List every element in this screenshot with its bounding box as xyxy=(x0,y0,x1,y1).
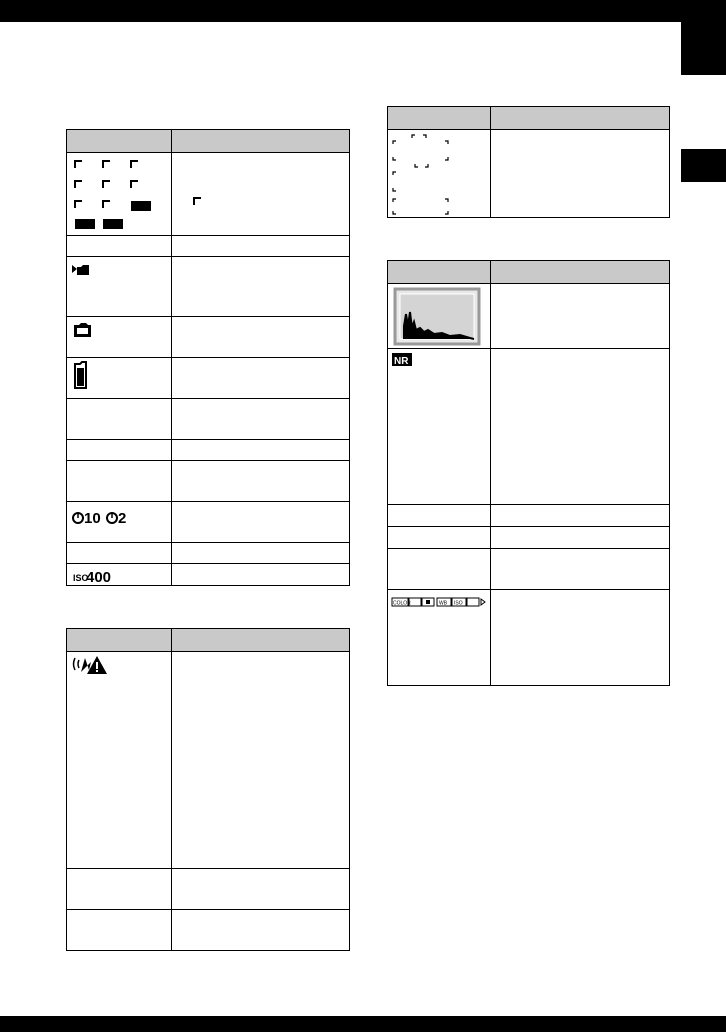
table-row xyxy=(67,869,350,910)
table-row xyxy=(67,461,350,502)
table-row xyxy=(67,399,350,440)
display-table-3 xyxy=(387,106,670,218)
table-row xyxy=(67,440,350,461)
af-range-finder-frame-icon xyxy=(388,130,490,216)
strip-color: COLOR xyxy=(393,600,411,607)
section-tab xyxy=(681,149,726,182)
self-timer-icon xyxy=(67,502,171,532)
table-row xyxy=(67,502,350,543)
movie-folder-icon xyxy=(67,257,171,287)
display-table-2 xyxy=(66,628,350,951)
table-row xyxy=(388,549,670,590)
table-row xyxy=(67,257,350,317)
histogram-icon xyxy=(388,284,490,347)
table-row xyxy=(388,130,670,218)
table-row xyxy=(67,543,350,564)
folder-icon xyxy=(67,317,171,347)
self-timer-2-label: 2 xyxy=(118,510,127,527)
nr-icon xyxy=(388,349,490,373)
table-row xyxy=(388,284,670,349)
nr-label: NR xyxy=(394,356,409,367)
display-table-4 xyxy=(387,260,670,686)
chapter-tab xyxy=(681,22,726,75)
table-header xyxy=(388,107,670,130)
camera-shake-warning-icon xyxy=(67,652,171,686)
table-row xyxy=(67,910,350,951)
strip-iso: ISO xyxy=(454,600,463,607)
iso-prefix: ISO xyxy=(73,573,89,583)
settings-strip-icon xyxy=(388,590,490,620)
table-header xyxy=(67,629,350,652)
top-black-bar xyxy=(0,0,726,22)
table-header xyxy=(67,130,350,153)
bottom-black-bar xyxy=(0,1016,726,1032)
self-timer-10-label: 10 xyxy=(84,510,101,527)
table-row xyxy=(67,652,350,869)
table-row xyxy=(388,590,670,686)
table-row xyxy=(388,527,670,549)
strip-wb: WB xyxy=(439,600,448,607)
memory-card-icon xyxy=(67,358,171,392)
table-row xyxy=(67,236,350,257)
table-row xyxy=(67,358,350,399)
table-row xyxy=(67,317,350,358)
image-size-icons xyxy=(67,153,171,235)
table-row xyxy=(67,564,350,586)
image-size-mark-icon xyxy=(172,153,349,235)
table-header xyxy=(388,261,670,284)
table-row xyxy=(388,349,670,505)
display-table-1 xyxy=(66,129,350,586)
table-row xyxy=(67,153,350,236)
iso-icon xyxy=(67,564,171,585)
table-row xyxy=(388,505,670,527)
iso-value: 400 xyxy=(86,569,112,585)
